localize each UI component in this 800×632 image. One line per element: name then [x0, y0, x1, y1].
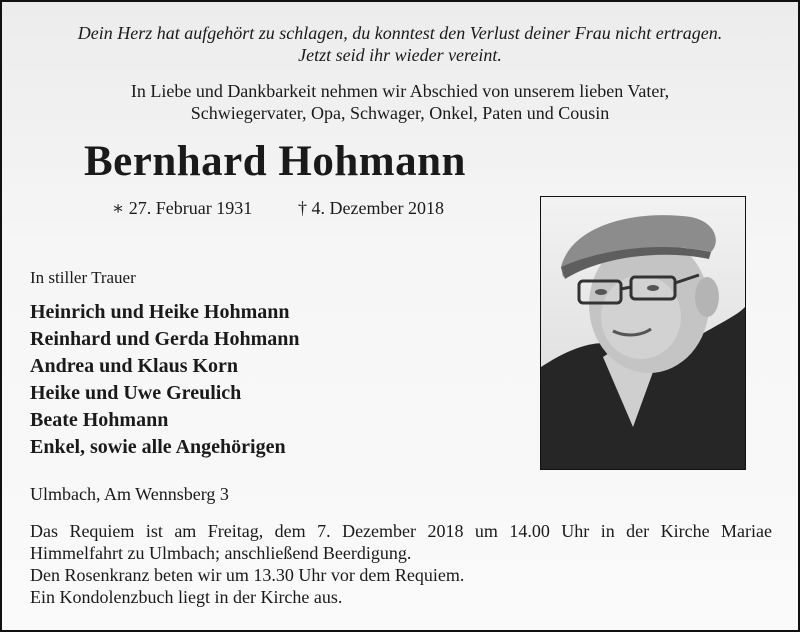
- portrait-photo: [540, 196, 746, 470]
- quote-line-2: Jetzt seid ihr wieder vereint.: [298, 45, 502, 65]
- memorial-quote: [0, 22, 800, 66]
- family-address: Ulmbach, Am Wennsberg 3: [30, 484, 229, 504]
- mourner-name: Beate Hohmann: [30, 409, 169, 431]
- mourners-list: [30, 299, 300, 461]
- info-line-3: Den Rosenkranz beten wir um 13.30 Uhr vor dem Requiem.: [30, 565, 465, 585]
- mourner-name: Heinrich und Heike Hohmann: [30, 301, 290, 323]
- intro-line-1: In Liebe und Dankbarkeit nehmen wir Abschied von unserem lieben Vater,: [130, 81, 670, 101]
- info-line-4: Ein Kondolenzbuch liegt in der Kirche aus.: [30, 587, 343, 607]
- info-line-1: Das Requiem ist am Freitag, dem 7. Dezember 2018 um 14.00 Uhr in der Kirche Mariae: [30, 521, 772, 541]
- mourner-name: Heike und Uwe Greulich: [30, 382, 242, 404]
- service-info: [30, 520, 772, 608]
- mourner-name: Enkel, sowie alle Angehörigen: [30, 436, 286, 458]
- farewell-intro: [0, 80, 800, 124]
- mourner-name: Andrea und Klaus Korn: [30, 355, 239, 377]
- mourning-heading: In stiller Trauer: [30, 268, 136, 287]
- intro-line-2: Schwiegervater, Opa, Schwager, Onkel, Paten und Cousin: [190, 103, 610, 123]
- birth-date: ∗ 27. Februar 1931: [112, 198, 253, 218]
- death-date: † 4. Dezember 2018: [298, 198, 444, 218]
- mourner-name: Reinhard und Gerda Hohmann: [30, 328, 300, 350]
- info-line-2: Himmelfahrt zu Ulmbach; anschließend Beerdigung.: [30, 543, 412, 563]
- quote-line-1: Dein Herz hat aufgehört zu schlagen, du konntest den Verlust deiner Frau nicht ertragen.: [77, 23, 723, 43]
- portrait-illustration: [541, 197, 745, 469]
- deceased-name: Bernhard Hohmann: [84, 138, 466, 185]
